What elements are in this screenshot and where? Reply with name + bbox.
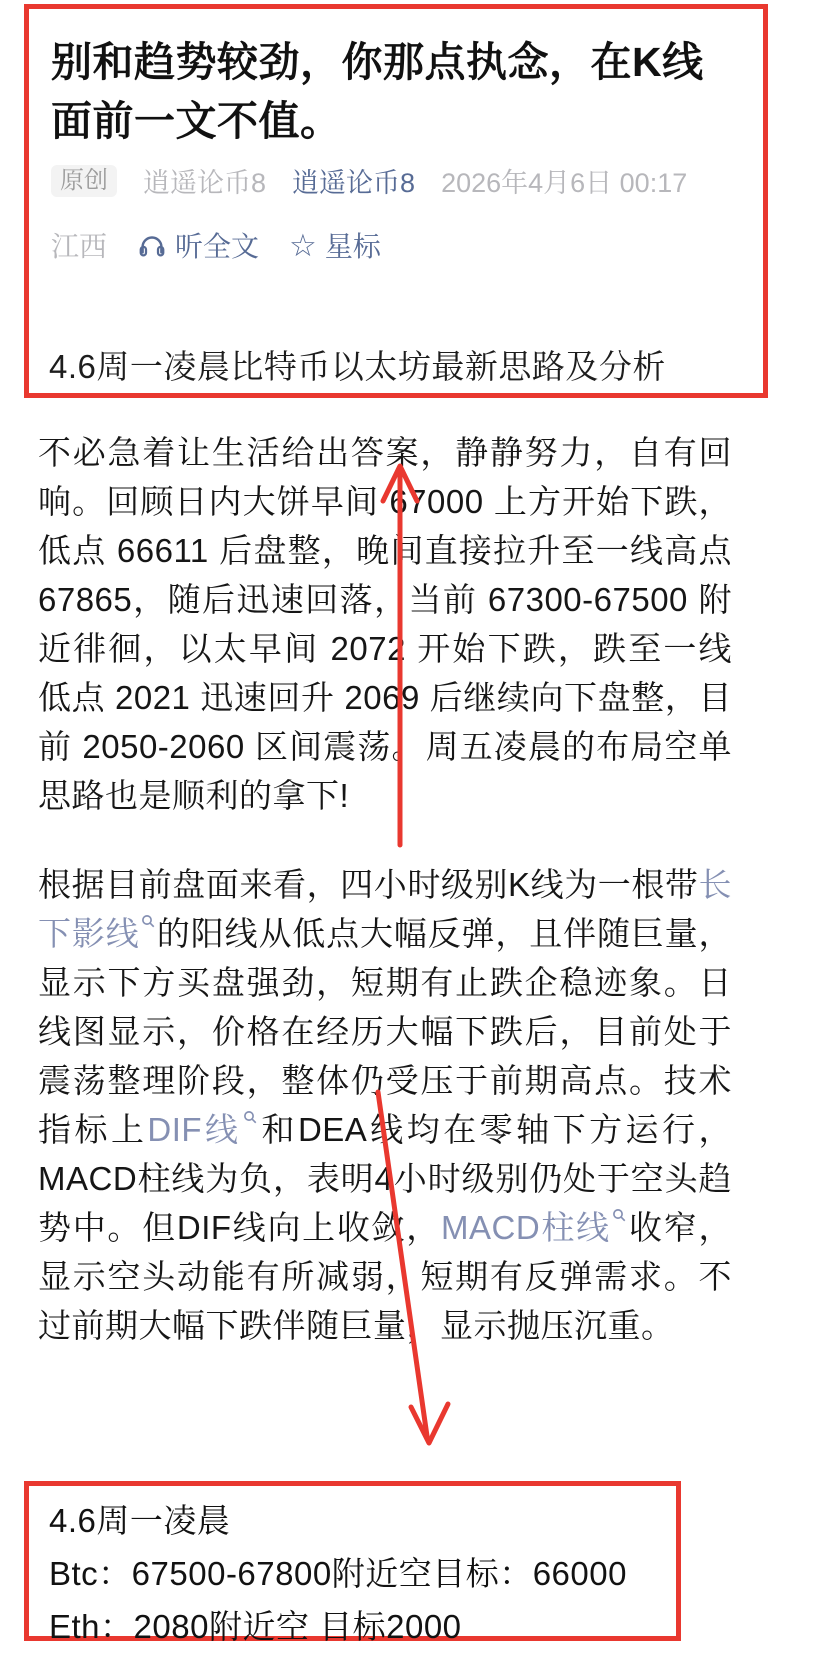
body-text: 不必急着让生活给出答案，静静努力，自有回响。回顾日内大饼早间 67000 上方开始下跌，低点 66611 后盘整，晚间直接拉升至一线高点 67865，随后迅速回落，当前 67300-67500 附近徘徊，以太早间 2072 开始下跌，跌至一线低点 2021 迅速回升 2069 后继续向下盘整，目前 2050-2060 区间震荡。周五凌晨的布局空单思路也是顺利的拿下! [38,434,732,814]
account-link[interactable]: 逍遥论币8 [292,168,416,198]
star-label: 星标 [324,231,381,262]
location-label: 江西 [51,231,108,262]
inline-search-link[interactable]: 长下影线 [38,866,732,952]
summary-line-eth: Eth：2080附近空 目标2000 [49,1608,462,1645]
article-subtitle: 4.6周一凌晨比特币以太坊最新思路及分析 [49,348,666,385]
meta-row-bottom [51,225,381,265]
article-title: 别和趋势较劲，你那点执念，在K线面前一文不值。 [51,39,704,145]
search-icon[interactable] [141,914,156,929]
author-name: 逍遥论币8 [143,168,267,198]
publish-datetime: 2026年4月6日 00:17 [441,168,688,198]
body-paragraph [38,860,732,1350]
headphones-icon [137,230,167,260]
body-text: 根据目前盘面来看，四小时级别K线为一根带 [38,866,699,903]
original-badge: 原创 [51,165,117,197]
summary-line-btc: Btc：67500-67800附近空目标：66000 [49,1555,627,1592]
star-button[interactable] [289,225,381,265]
body-text: 和DEA线均在零轴下方运行，MACD柱线为负，表明4小时级别仍处于空头趋势中。但DIF线向上收敛， [38,1111,732,1246]
inline-search-link[interactable]: DIF线 [147,1111,242,1148]
search-icon[interactable] [612,1208,627,1223]
inline-search-link[interactable]: MACD柱线 [441,1209,611,1246]
body-paragraph [38,428,732,820]
body-text: 收窄，显示空头动能有所减弱，短期有反弹需求。不过前期大幅下跌伴随巨量，显示抛压沉重。 [38,1209,732,1344]
search-icon[interactable] [243,1110,258,1125]
meta-row-top [51,161,687,200]
star-icon: ☆ [289,227,317,263]
annotation-box-header [24,4,768,398]
annotation-box-summary [24,1481,681,1645]
listen-full-text-button[interactable] [137,225,259,265]
summary-line-date: 4.6周一凌晨 [49,1502,231,1539]
article-body [38,428,732,1350]
listen-label: 听全文 [175,231,260,262]
body-text: 的阳线从低点大幅反弹，且伴随巨量，显示下方买盘强劲，短期有止跌企稳迹象。日线图显示，价格在经历大幅下跌后，目前处于震荡整理阶段，整体仍受压于前期高点。技术指标上 [38,915,733,1148]
